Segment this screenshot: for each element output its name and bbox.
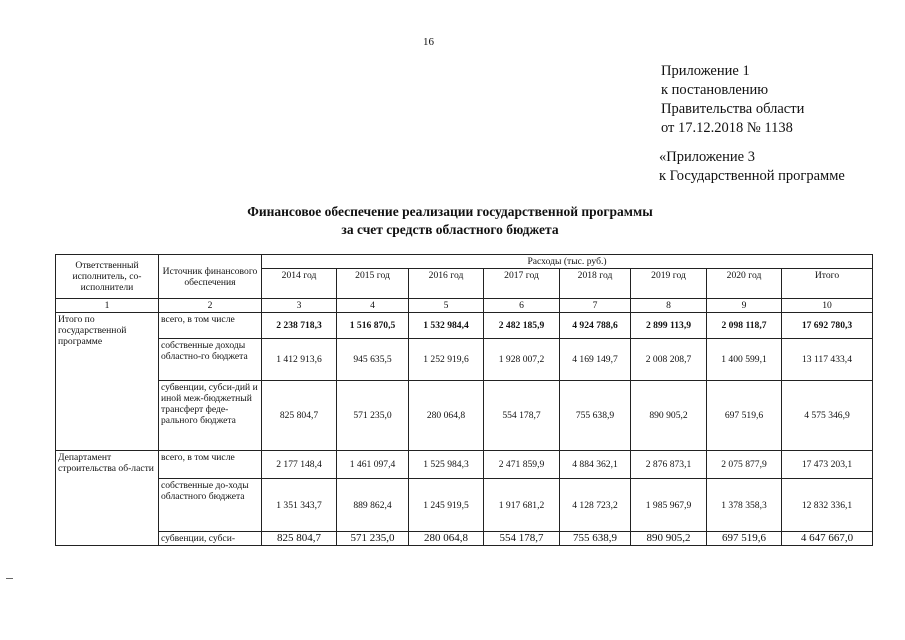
value-cell: 1 917 681,2 bbox=[484, 479, 560, 532]
scan-margin-mark bbox=[6, 578, 13, 579]
source-cell: собственные до-ходы областного бюджета bbox=[159, 479, 262, 532]
value-cell: 755 638,9 bbox=[560, 532, 631, 546]
appendix-1-line: к постановлению bbox=[661, 82, 769, 98]
value-cell: 2 008 208,7 bbox=[631, 339, 707, 381]
value-cell: 1 351 343,7 bbox=[262, 479, 337, 532]
value-cell: 2 098 118,7 bbox=[707, 313, 782, 339]
value-cell: 2 876 873,1 bbox=[631, 451, 707, 479]
title-line-1: Финансовое обеспечение реализации государственной программы bbox=[247, 204, 653, 219]
value-cell: 1 532 984,4 bbox=[409, 313, 484, 339]
value-cell: 697 519,6 bbox=[707, 381, 782, 451]
value-cell: 1 516 870,5 bbox=[337, 313, 409, 339]
column-number: 9 bbox=[707, 299, 782, 313]
value-cell: 4 884 362,1 bbox=[560, 451, 631, 479]
value-cell: 2 471 859,9 bbox=[484, 451, 560, 479]
value-cell: 12 832 336,1 bbox=[782, 479, 873, 532]
table-row bbox=[56, 339, 873, 381]
value-cell: 1 412 913,6 bbox=[262, 339, 337, 381]
value-cell: 755 638,9 bbox=[560, 381, 631, 451]
value-cell: 571 235,0 bbox=[337, 381, 409, 451]
value-cell: 280 064,8 bbox=[409, 381, 484, 451]
appendix-3-line: «Приложение 3 bbox=[659, 149, 755, 165]
source-cell: всего, в том числе bbox=[159, 451, 262, 479]
value-cell: 4 575 346,9 bbox=[782, 381, 873, 451]
header-year: 2014 год bbox=[262, 269, 337, 299]
value-cell: 4 924 788,6 bbox=[560, 313, 631, 339]
value-cell: 2 075 877,9 bbox=[707, 451, 782, 479]
financing-table bbox=[55, 254, 873, 546]
value-cell: 2 177 148,4 bbox=[262, 451, 337, 479]
source-cell: субвенции, субси- bbox=[159, 532, 262, 546]
value-cell: 17 473 203,1 bbox=[782, 451, 873, 479]
value-cell: 1 928 007,2 bbox=[484, 339, 560, 381]
column-number: 3 bbox=[262, 299, 337, 313]
value-cell: 4 647 667,0 bbox=[782, 532, 873, 546]
value-cell: 889 862,4 bbox=[337, 479, 409, 532]
appendix-3-block bbox=[659, 148, 845, 186]
value-cell: 1 525 984,3 bbox=[409, 451, 484, 479]
source-cell: собственные доходы областно-го бюджета bbox=[159, 339, 262, 381]
value-cell: 697 519,6 bbox=[707, 532, 782, 546]
appendix-1-line: Правительства области bbox=[661, 101, 805, 117]
value-cell: 571 235,0 bbox=[337, 532, 409, 546]
page-number: 16 bbox=[423, 36, 434, 48]
appendix-3-line: к Государственной программе bbox=[659, 168, 845, 184]
value-cell: 280 064,8 bbox=[409, 532, 484, 546]
document-title bbox=[150, 203, 750, 239]
column-number: 1 bbox=[56, 299, 159, 313]
value-cell: 554 178,7 bbox=[484, 381, 560, 451]
table-row bbox=[56, 479, 873, 532]
source-cell: субвенции, субси-дий и иной меж-бюджетный трансферт феде-рального бюджета bbox=[159, 381, 262, 451]
table-row bbox=[56, 313, 873, 339]
value-cell: 1 378 358,3 bbox=[707, 479, 782, 532]
source-cell: всего, в том числе bbox=[159, 313, 262, 339]
table-row bbox=[56, 451, 873, 479]
header-year: 2020 год bbox=[707, 269, 782, 299]
value-cell: 2 238 718,3 bbox=[262, 313, 337, 339]
header-source: Источник финансового обеспечения bbox=[159, 255, 262, 299]
column-number: 7 bbox=[560, 299, 631, 313]
header-year: 2018 год bbox=[560, 269, 631, 299]
column-number: 8 bbox=[631, 299, 707, 313]
value-cell: 890 905,2 bbox=[631, 532, 707, 546]
value-cell: 4 128 723,2 bbox=[560, 479, 631, 532]
column-number: 10 bbox=[782, 299, 873, 313]
value-cell: 945 635,5 bbox=[337, 339, 409, 381]
appendix-1-line: Приложение 1 bbox=[661, 63, 750, 79]
value-cell: 890 905,2 bbox=[631, 381, 707, 451]
title-line-2: за счет средств областного бюджета bbox=[341, 222, 559, 237]
value-cell: 825 804,7 bbox=[262, 381, 337, 451]
appendix-1-line: от 17.12.2018 № 1138 bbox=[661, 120, 793, 136]
value-cell: 17 692 780,3 bbox=[782, 313, 873, 339]
column-number: 4 bbox=[337, 299, 409, 313]
value-cell: 4 169 149,7 bbox=[560, 339, 631, 381]
column-number-row bbox=[56, 299, 873, 313]
header-responsible: Ответственный исполнитель, со-исполнители bbox=[56, 255, 159, 299]
header-expenses: Расходы (тыс. руб.) bbox=[262, 255, 873, 269]
appendix-1-block bbox=[661, 62, 804, 138]
header-year: 2019 год bbox=[631, 269, 707, 299]
responsible-cell: Итого по государственной программе bbox=[56, 313, 159, 451]
header-row-1 bbox=[56, 255, 873, 269]
value-cell: 13 117 433,4 bbox=[782, 339, 873, 381]
column-number: 5 bbox=[409, 299, 484, 313]
header-year: 2015 год bbox=[337, 269, 409, 299]
header-total: Итого bbox=[782, 269, 873, 299]
table-row bbox=[56, 381, 873, 451]
value-cell: 1 985 967,9 bbox=[631, 479, 707, 532]
table-row bbox=[56, 532, 873, 546]
value-cell: 1 252 919,6 bbox=[409, 339, 484, 381]
value-cell: 2 482 185,9 bbox=[484, 313, 560, 339]
column-number: 2 bbox=[159, 299, 262, 313]
header-year: 2017 год bbox=[484, 269, 560, 299]
header-year: 2016 год bbox=[409, 269, 484, 299]
value-cell: 554 178,7 bbox=[484, 532, 560, 546]
responsible-cell: Департамент строительства об-ласти bbox=[56, 451, 159, 546]
value-cell: 1 400 599,1 bbox=[707, 339, 782, 381]
value-cell: 1 461 097,4 bbox=[337, 451, 409, 479]
value-cell: 1 245 919,5 bbox=[409, 479, 484, 532]
column-number: 6 bbox=[484, 299, 560, 313]
value-cell: 825 804,7 bbox=[262, 532, 337, 546]
value-cell: 2 899 113,9 bbox=[631, 313, 707, 339]
